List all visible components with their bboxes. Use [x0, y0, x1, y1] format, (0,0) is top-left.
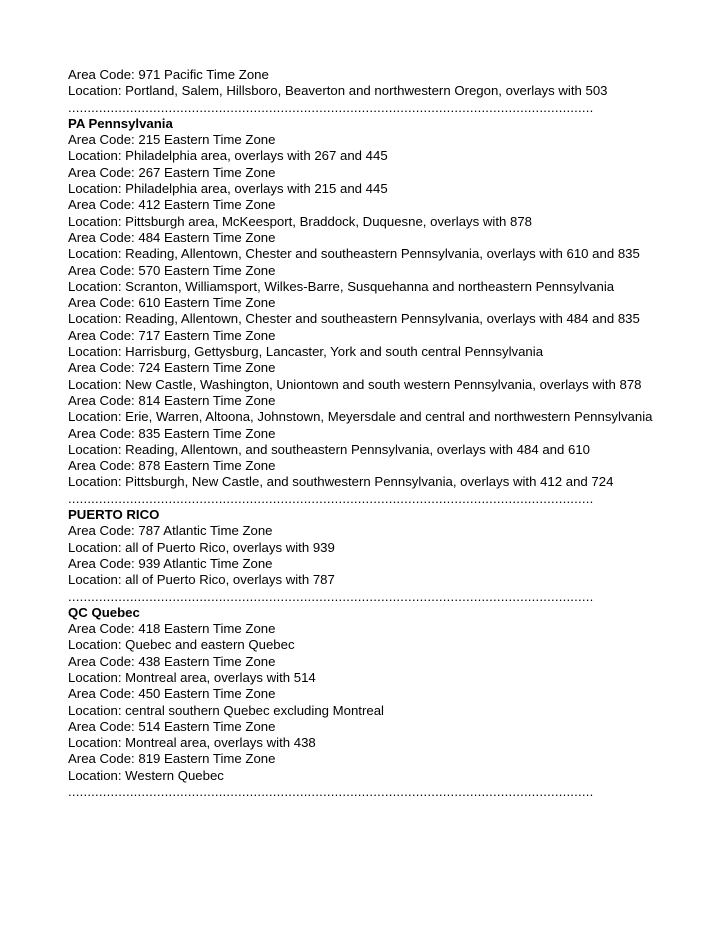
location-line: Location: Reading, Allentown, and southeastern Pennsylvania, overlays with 484 and 610	[68, 441, 590, 457]
area-code-line: Area Code: 971 Pacific Time Zone	[68, 67, 269, 82]
location-line: Location: New Castle, Washington, Uniontown and south western Pennsylvania, overlays with 878	[68, 376, 642, 392]
area-code-line: Area Code: 484 Eastern Time Zone	[68, 229, 276, 245]
location-line: Location: Erie, Warren, Altoona, Johnstown, Meyersdale and central and northwestern Pennsylvania	[68, 409, 653, 425]
section-heading: PUERTO RICO	[68, 507, 160, 523]
location-line: Location: Philadelphia area, overlays with 267 and 445	[68, 148, 388, 164]
location-line: Location: Scranton, Williamsport, Wilkes-Barre, Susquehanna and northeastern Pennsylvania	[68, 278, 615, 294]
document-page	[68, 67, 668, 800]
area-code-line: Area Code: 724 Eastern Time Zone	[68, 360, 276, 376]
area-code-line: Area Code: 438 Eastern Time Zone	[68, 653, 276, 669]
area-code-line: Area Code: 610 Eastern Time Zone	[68, 295, 276, 311]
area-code-line: Area Code: 267 Eastern Time Zone	[68, 164, 276, 180]
area-code-line: Area Code: 418 Eastern Time Zone	[68, 621, 276, 637]
area-code-line: Area Code: 570 Eastern Time Zone	[68, 262, 276, 278]
area-code-line: Area Code: 835 Eastern Time Zone	[68, 425, 276, 441]
dotted-separator: ........................................................................................................................................	[68, 490, 594, 506]
location-line: Location: all of Puerto Rico, overlays with 939	[68, 539, 335, 555]
location-line: Location: Quebec and eastern Quebec	[68, 637, 295, 653]
section-heading: QC Quebec	[68, 604, 140, 620]
area-code-line: Area Code: 939 Atlantic Time Zone	[68, 555, 273, 571]
location-line: Location: Pittsburgh area, McKeesport, Braddock, Duquesne, overlays with 878	[68, 213, 533, 229]
area-code-line: Area Code: 412 Eastern Time Zone	[68, 197, 276, 213]
area-code-line: Area Code: 814 Eastern Time Zone	[68, 392, 276, 408]
location-line: Location: Western Quebec	[68, 767, 224, 783]
area-code-line: Area Code: 717 Eastern Time Zone	[68, 327, 276, 343]
location-line: Location: Portland, Salem, Hillsboro, Beaverton and northwestern Oregon, overlays with 503	[68, 83, 608, 99]
location-line: Location: all of Puerto Rico, overlays with 787	[68, 572, 335, 588]
location-line: Location: Reading, Allentown, Chester and southeastern Pennsylvania, overlays with 484 and 835	[68, 311, 640, 327]
location-line: Location: Reading, Allentown, Chester and southeastern Pennsylvania, overlays with 610 and 835	[68, 246, 640, 262]
location-line: Location: Montreal area, overlays with 438	[68, 735, 316, 751]
section-heading: PA Pennsylvania	[68, 115, 173, 131]
area-code-line: Area Code: 878 Eastern Time Zone	[68, 458, 276, 474]
location-line: Location: Harrisburg, Gettysburg, Lancaster, York and south central Pennsylvania	[68, 344, 544, 360]
area-code-line: Area Code: 215 Eastern Time Zone	[68, 132, 276, 148]
area-code-line: Area Code: 514 Eastern Time Zone	[68, 718, 276, 734]
area-code-line: Area Code: 450 Eastern Time Zone	[68, 686, 276, 702]
location-line: Location: Philadelphia area, overlays with 215 and 445	[68, 181, 388, 197]
area-code-line: Area Code: 787 Atlantic Time Zone	[68, 523, 273, 539]
location-line: Location: central southern Quebec excluding Montreal	[68, 702, 384, 718]
dotted-separator: ........................................................................................................................................	[68, 588, 594, 604]
location-line: Location: Pittsburgh, New Castle, and southwestern Pennsylvania, overlays with 412 and 724	[68, 474, 614, 490]
location-line: Location: Montreal area, overlays with 514	[68, 669, 316, 685]
dotted-separator: ........................................................................................................................................	[68, 784, 594, 800]
dotted-separator: ........................................................................................................................................	[68, 99, 594, 115]
area-code-line: Area Code: 819 Eastern Time Zone	[68, 751, 276, 767]
